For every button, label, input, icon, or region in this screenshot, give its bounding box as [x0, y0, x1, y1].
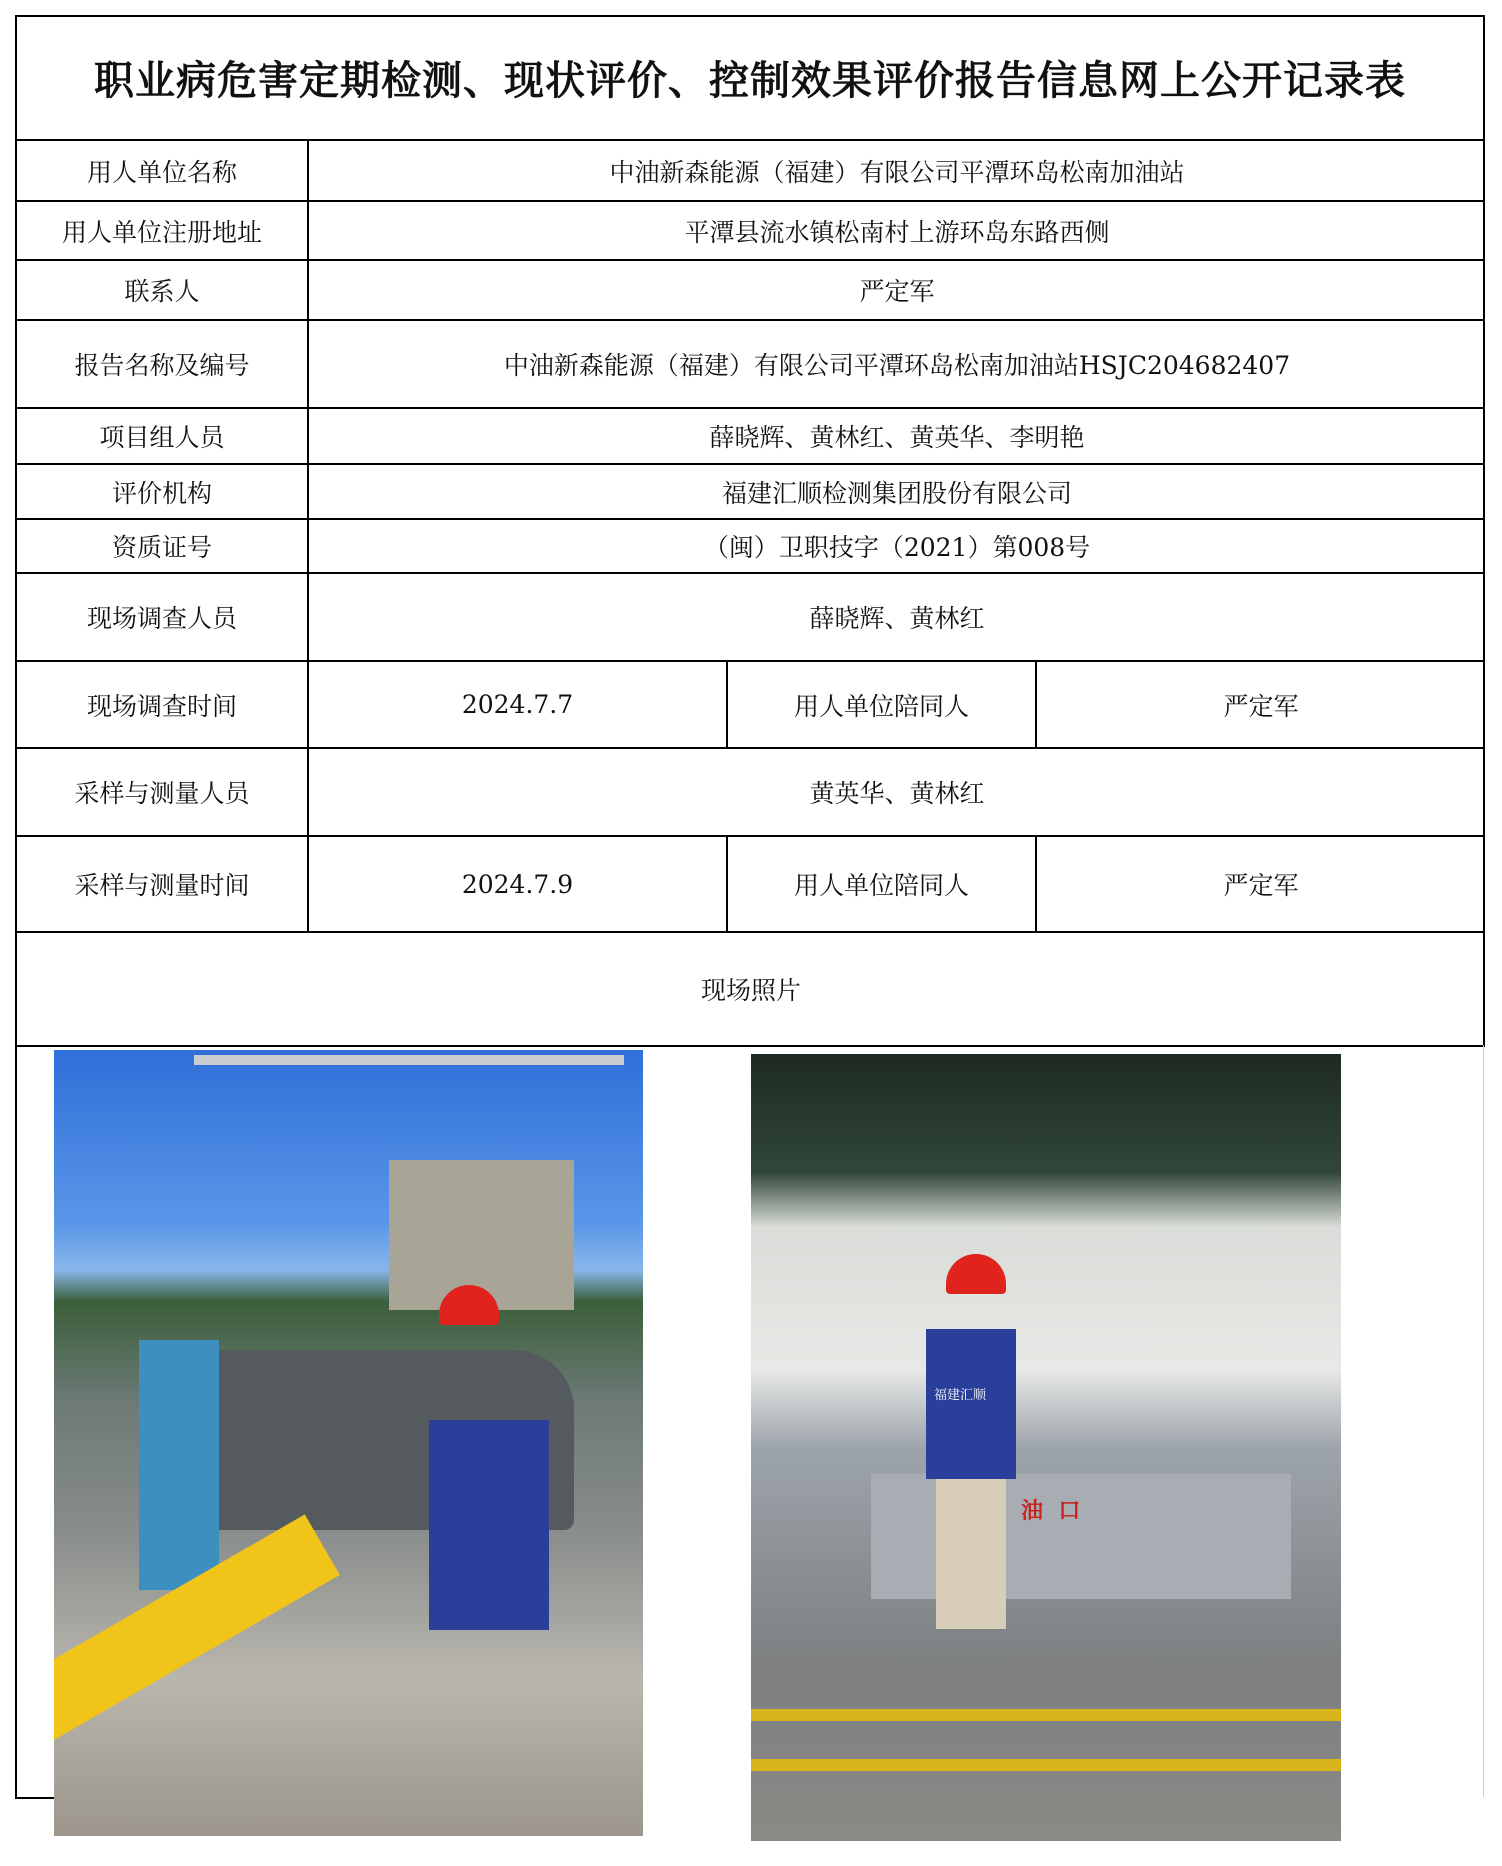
value-contact: 严定军 [859, 277, 935, 306]
worker-trousers [936, 1479, 1006, 1629]
yellow-line [751, 1759, 1341, 1771]
divider [15, 1797, 55, 1799]
yellow-line [751, 1709, 1341, 1721]
label-contact: 联系人 [124, 277, 200, 306]
value-cert: （闽）卫职技字（2021）第008号 [703, 533, 1091, 562]
label-survey-staff: 现场调查人员 [86, 604, 237, 633]
attendant [139, 1340, 219, 1590]
label-cert: 资质证号 [111, 533, 212, 562]
oil-inlet-sign: 油 口 [1021, 1499, 1081, 1524]
label-sampling-time: 采样与测量时间 [74, 871, 250, 900]
label-unit-address: 用人单位注册地址 [61, 217, 262, 247]
value-org: 福建汇顺检测集团股份有限公司 [721, 478, 1072, 508]
worker-vest [429, 1420, 549, 1630]
label-org: 评价机构 [111, 478, 212, 508]
divider [15, 1045, 17, 1797]
value-survey-companion: 严定军 [1223, 691, 1299, 721]
oil-inlet-box [871, 1474, 1291, 1599]
value-report: 中油新森能源（福建）有限公司平潭环岛松南加油站HSJC204682407 [503, 351, 1291, 380]
value-sampling-time: 2024.7.9 [461, 869, 574, 899]
value-team: 薛晓辉、黄林红、黄英华、李明艳 [709, 423, 1085, 452]
canopy-beam [194, 1055, 624, 1065]
value-unit-name: 中油新森能源（福建）有限公司平潭环岛松南加油站 [609, 157, 1185, 187]
vest-logo-text: 福建汇顺 [934, 1388, 987, 1403]
label-team: 项目组人员 [99, 423, 225, 452]
worker-vest [926, 1329, 1016, 1479]
site-photo-refueling [54, 1050, 643, 1836]
divider [1483, 1045, 1484, 1797]
value-unit-address: 平潭县流水镇松南村上游环岛东路西侧 [684, 217, 1110, 247]
value-sampling-companion: 严定军 [1223, 871, 1299, 900]
site-photo-oil-inlet [751, 1054, 1341, 1841]
label-sampling-companion: 用人单位陪同人 [793, 871, 969, 900]
document-title: 职业病危害定期检测、现状评价、控制效果评价报告信息网上公开记录表 [94, 56, 1406, 104]
value-survey-time: 2024.7.7 [461, 690, 574, 719]
label-sampling-staff: 采样与测量人员 [74, 779, 250, 808]
value-sampling-staff: 黄英华、黄林红 [809, 779, 985, 808]
label-photos: 现场照片 [700, 976, 801, 1005]
label-unit-name: 用人单位名称 [86, 157, 237, 187]
hard-hat [946, 1254, 1006, 1294]
label-report: 报告名称及编号 [74, 351, 250, 380]
divider [15, 1045, 1485, 1047]
label-survey-time: 现场调查时间 [86, 691, 237, 721]
label-survey-companion: 用人单位陪同人 [793, 691, 969, 721]
value-survey-staff: 薛晓辉、黄林红 [809, 604, 985, 633]
